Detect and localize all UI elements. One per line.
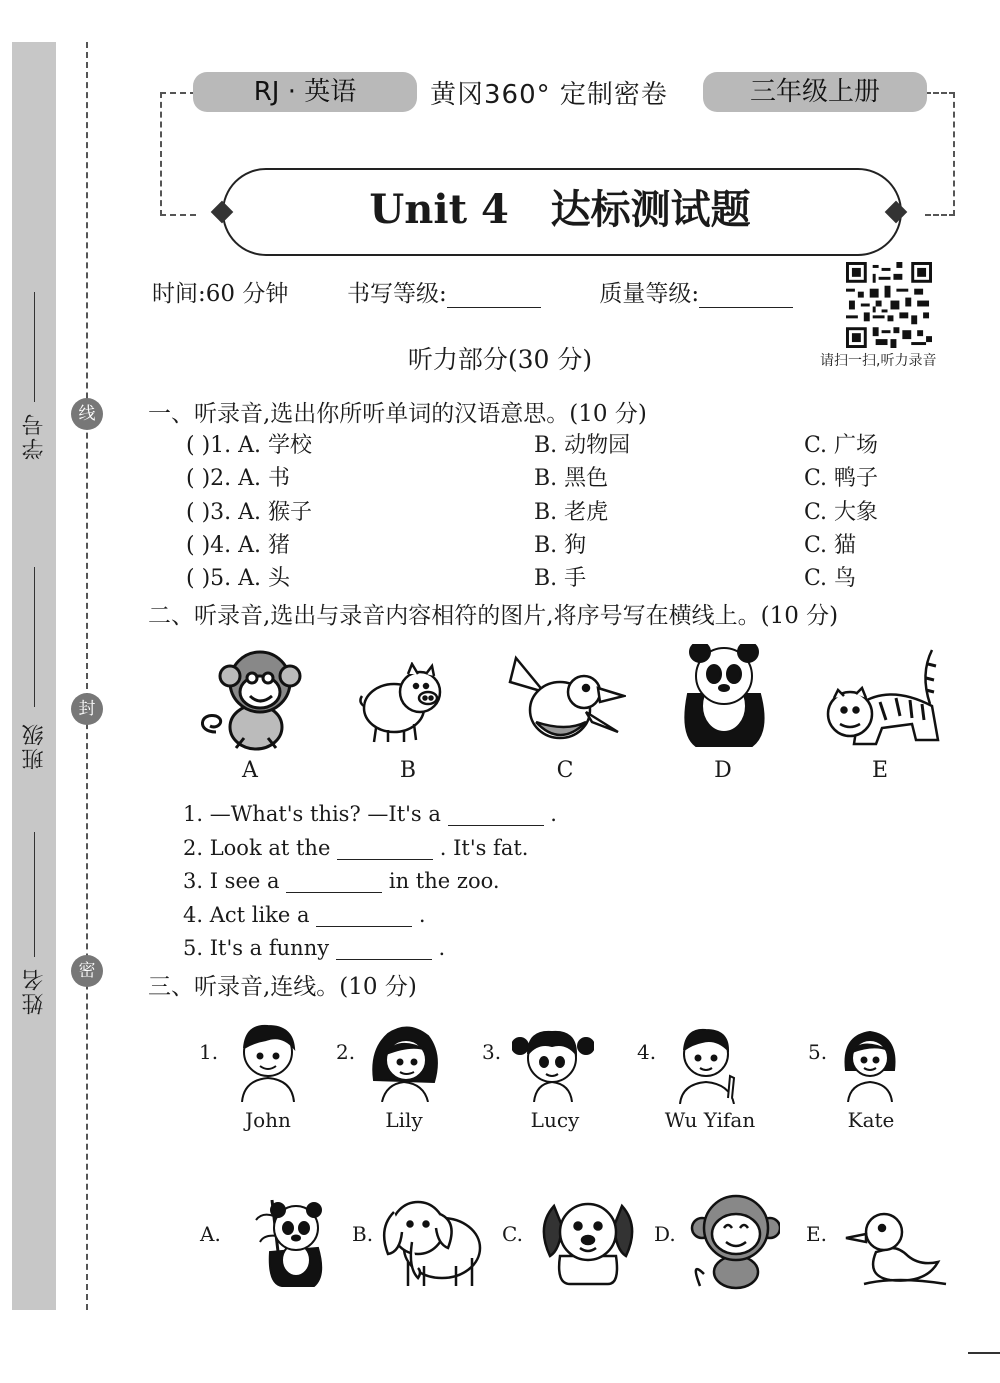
option-b: B. 老虎: [534, 500, 609, 525]
tiger-icon: [820, 644, 948, 752]
section3-title: 三、听录音,连线。(10 分): [148, 974, 417, 1000]
pig-icon: [358, 662, 446, 744]
answer-blank[interactable]: [336, 959, 432, 960]
cut-line: [86, 42, 88, 1310]
panda-icon: [676, 644, 772, 748]
picture-letter: E: [871, 758, 889, 783]
seal-line-mark: 线: [71, 398, 103, 430]
picture-letter: A: [242, 758, 258, 783]
sentence-text: 2. Look at the: [183, 836, 331, 860]
part-title: 听力部分(30 分): [407, 345, 593, 374]
qr-code-icon[interactable]: [846, 262, 932, 348]
subject-badge: RJ · 英语: [193, 72, 417, 112]
answer-blank[interactable]: [316, 926, 412, 927]
sentence-text-after: .: [418, 903, 426, 927]
quality-grade-label: 质量等级:: [599, 281, 700, 307]
student-no-label: 学号: [21, 412, 47, 460]
answer-blank[interactable]: [337, 859, 433, 860]
time-limit: 时间:60 分钟: [152, 281, 289, 307]
animal-letter: C.: [502, 1222, 523, 1246]
animal-letter: D.: [654, 1222, 676, 1246]
class-line: [34, 567, 35, 707]
name-line: [34, 832, 35, 957]
header-frame-left: [160, 92, 196, 216]
picture-letter: D: [714, 758, 732, 783]
sentence-text-after: . It's fat.: [439, 836, 529, 860]
duck-icon: [836, 1208, 948, 1288]
person-name: John: [245, 1108, 291, 1132]
sentence-text-after: in the zoo.: [388, 869, 500, 893]
girl-lily-icon: [368, 1020, 442, 1102]
picture-letter: C: [556, 758, 574, 783]
option-c: C. 广场: [804, 433, 879, 458]
sentence-text: 3. I see a: [183, 869, 280, 893]
option-a: ( )3. A. 猴子: [186, 500, 313, 525]
fill-sentence: [183, 903, 426, 927]
option-a: ( )5. A. 头: [186, 566, 291, 591]
name-label: 姓名: [21, 967, 47, 1015]
page-title: Unit 4 达标测试题: [369, 186, 751, 233]
sentence-text: 4. Act like a: [183, 903, 310, 927]
fill-sentence: [183, 869, 500, 893]
option-a: ( )1. A. 学校: [186, 433, 313, 458]
sentence-text-after: .: [550, 802, 557, 826]
grade-badge: 三年级上册: [703, 72, 927, 112]
option-c: C. 大象: [804, 500, 879, 525]
option-c: C. 鸟: [804, 566, 857, 591]
option-c: C. 猫: [804, 533, 857, 558]
fill-sentence: [183, 802, 557, 826]
bird-icon: [506, 652, 626, 748]
answer-blank[interactable]: [448, 825, 544, 826]
boy-wuyifan-icon: [676, 1022, 740, 1104]
option-a: ( )2. A. 书: [186, 466, 291, 491]
sentence-text: 1. —What's this? —It's a: [183, 802, 441, 826]
writing-grade-label: 书写等级:: [346, 281, 447, 307]
fill-sentence: [183, 836, 528, 860]
boy-john-icon: [236, 1018, 300, 1102]
person-name: Lucy: [530, 1108, 580, 1132]
girl-kate-icon: [842, 1024, 898, 1102]
person-number: 2.: [336, 1040, 356, 1064]
page-edge-mark: [968, 1352, 1000, 1354]
picture-letter: B: [399, 758, 417, 783]
answer-blank[interactable]: [286, 892, 382, 893]
person-number: 4.: [637, 1040, 657, 1064]
option-b: B. 狗: [534, 533, 587, 558]
person-name: Lily: [385, 1108, 423, 1132]
series-name: 黄冈360° 定制密卷: [430, 80, 668, 110]
dog-icon: [540, 1196, 636, 1286]
person-name: Kate: [847, 1108, 895, 1132]
option-b: B. 动物园: [534, 433, 631, 458]
option-b: B. 黑色: [534, 466, 609, 491]
sentence-text: 5. It's a funny: [183, 936, 330, 960]
person-name: Wu Yifan: [664, 1108, 756, 1132]
fill-sentence: [183, 936, 445, 960]
animal-letter: E.: [806, 1222, 827, 1246]
panda-bamboo-icon: [252, 1196, 328, 1288]
seal-seal-mark: 封: [71, 693, 103, 725]
quality-grade-blank[interactable]: [699, 307, 793, 308]
class-label: 班级: [21, 722, 47, 770]
header-frame-right: [925, 92, 955, 216]
qr-caption: 请扫一扫,听力录音: [820, 353, 937, 369]
person-number: 3.: [482, 1040, 502, 1064]
seal-secret-mark: 密: [71, 955, 103, 987]
elephant-icon: [378, 1192, 486, 1288]
option-c: C. 鸭子: [804, 466, 879, 491]
animal-letter: A.: [200, 1222, 221, 1246]
girl-lucy-icon: [512, 1020, 594, 1102]
monkey-icon: [196, 642, 304, 754]
writing-grade-blank[interactable]: [447, 307, 541, 308]
sentence-text-after: .: [438, 936, 446, 960]
cute-monkey-icon: [690, 1190, 780, 1290]
person-number: 1.: [199, 1040, 219, 1064]
section2-title: 二、听录音,选出与录音内容相符的图片,将序号写在横线上。(10 分): [148, 603, 839, 629]
binding-strip: [12, 42, 56, 1310]
person-number: 5.: [808, 1040, 828, 1064]
animal-letter: B.: [352, 1222, 374, 1246]
exam-info: [152, 275, 793, 308]
option-b: B. 手: [534, 566, 587, 591]
section1-title: 一、听录音,选出你所听单词的汉语意思。(10 分): [148, 401, 647, 427]
option-a: ( )4. A. 猪: [186, 533, 291, 558]
